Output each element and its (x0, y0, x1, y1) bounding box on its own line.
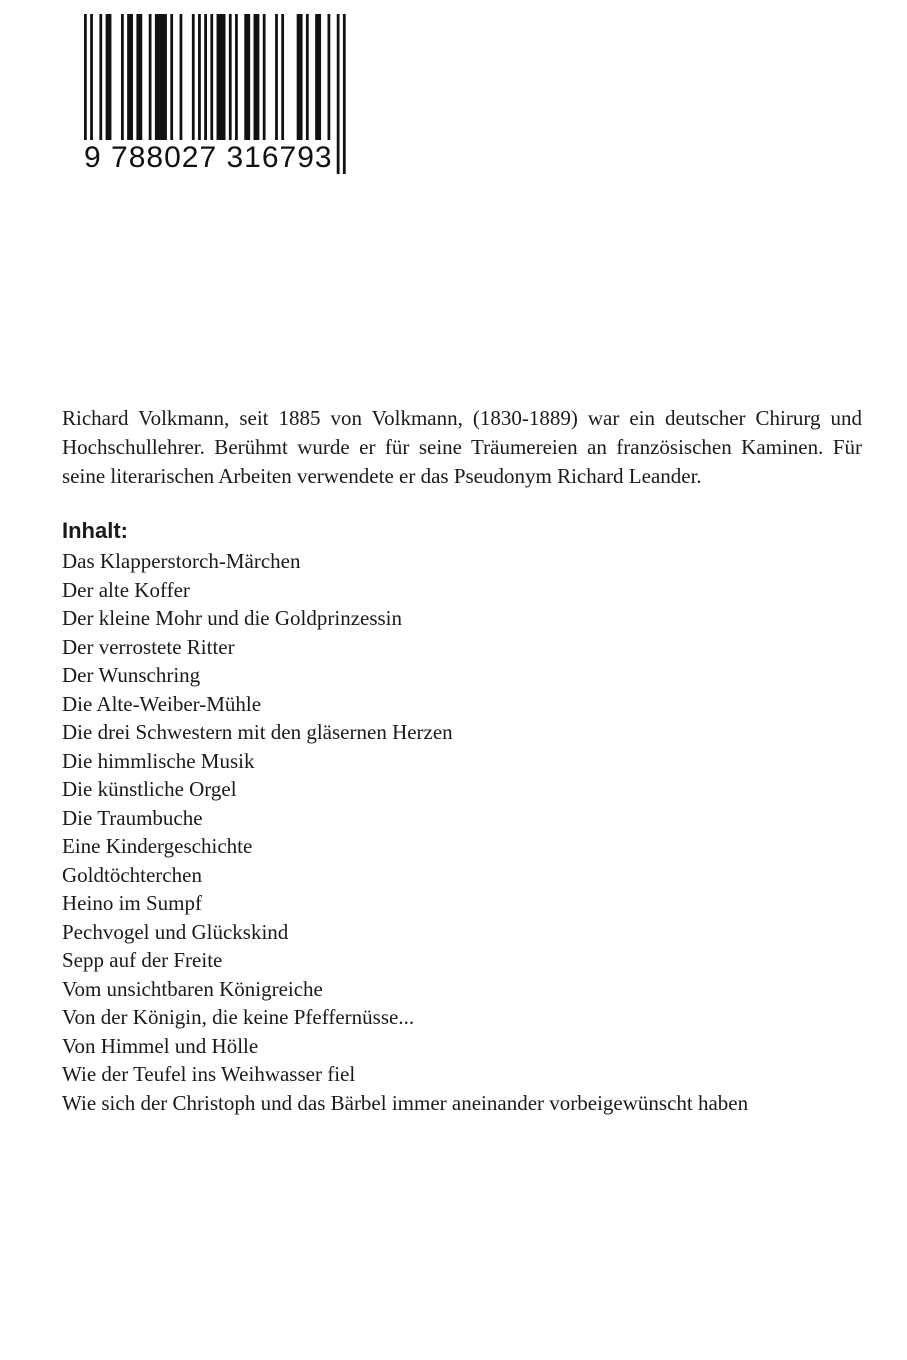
list-item: Pechvogel und Glückskind (62, 919, 289, 944)
barcode-bar (244, 14, 250, 144)
barcode-bar (281, 14, 284, 144)
list-item: Die himmlische Musik (62, 748, 255, 773)
list-item: Die künstliche Orgel (62, 777, 237, 801)
author-blurb: Richard Volkmann, seit 1885 von Volkmann, (1830-1889) war ein deutscher Chirurg und Hochschullehrer. Berühmt wurde er für seine Träumereien an französischen Kaminen. Für seine literarischen Arbeiten verwendete er das Pseudonym Richard Leander. (62, 406, 862, 488)
contents-list (62, 547, 748, 1117)
barcode-bar (235, 14, 238, 144)
barcode-bar (204, 14, 207, 144)
list-item: Die Traumbuche (62, 805, 203, 830)
barcode-bar (254, 14, 260, 144)
barcode-bar (315, 14, 321, 144)
list-item: Der alte Koffer (62, 577, 190, 602)
list-item: Das Klapperstorch-Märchen (62, 549, 301, 573)
barcode-bar (343, 14, 346, 174)
list-item: Von Himmel und Hölle (62, 1033, 259, 1058)
barcode-bar (263, 14, 266, 144)
barcode-bar (198, 14, 201, 144)
list-item: Sepp auf der Freite (62, 948, 223, 972)
barcode-bar (275, 14, 278, 144)
list-item: Der Wunschring (62, 663, 201, 687)
barcode-bar (136, 14, 142, 144)
barcode-bar (192, 14, 195, 144)
barcode-bar (99, 14, 102, 144)
list-item: Goldtöchterchen (62, 862, 202, 887)
barcode-bar (155, 14, 167, 144)
barcode-bar (149, 14, 152, 144)
contents-heading: Inhalt: (62, 518, 128, 543)
list-item: Von der Königin, die keine Pfeffernüsse... (62, 1005, 415, 1029)
barcode-bar (229, 14, 232, 144)
list-item: Eine Kindergeschichte (62, 834, 253, 858)
list-item: Wie sich der Christoph und das Bärbel immer aneinander vorbeigewünscht haben (62, 1090, 749, 1115)
barcode-bar (337, 14, 340, 174)
list-item: Der verrostete Ritter (62, 634, 235, 659)
list-item: Heino im Sumpf (62, 891, 202, 915)
list-item: Die drei Schwestern mit den gläsernen Herzen (62, 720, 453, 744)
isbn-number: 9 788027 316793 (84, 141, 333, 174)
list-item: Der kleine Mohr und die Goldprinzessin (62, 606, 403, 630)
barcode-bar (328, 14, 331, 144)
list-item: Die Alte-Weiber-Mühle (62, 691, 262, 716)
list-item: Wie der Teufel ins Weihwasser fiel (62, 1062, 356, 1086)
barcode-bar (297, 14, 303, 144)
barcode-bar (306, 14, 309, 144)
barcode-bar (180, 14, 183, 144)
barcode-bar (127, 14, 133, 144)
list-item: Vom unsichtbaren Königreiche (62, 976, 323, 1001)
barcode-bar (106, 14, 112, 144)
barcode-bar (170, 14, 173, 144)
barcode-bar (121, 14, 124, 144)
